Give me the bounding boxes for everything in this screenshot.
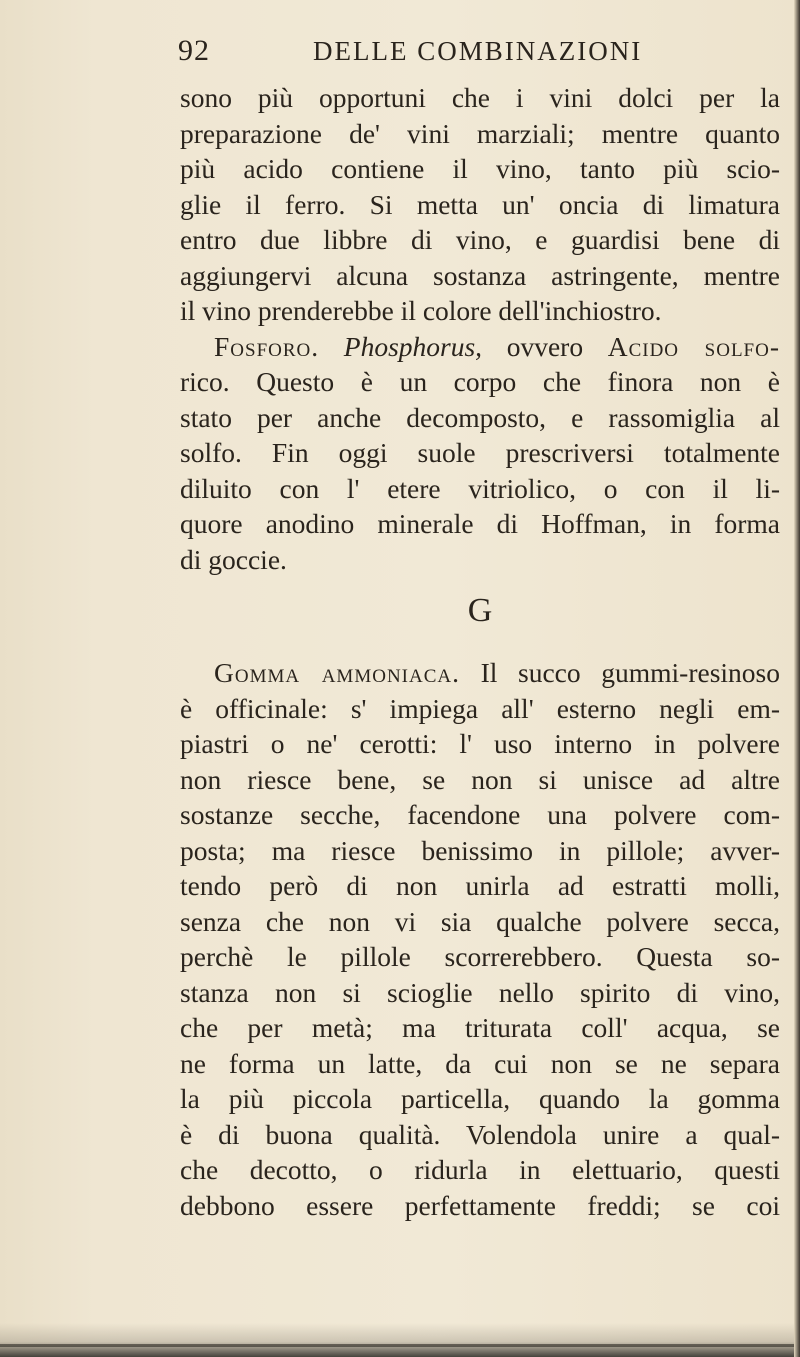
text-line: è officinale: s' impiega all' esterno negli em-: [180, 692, 780, 724]
page-bottom-shadow: [0, 1323, 800, 1357]
text-line: più acido contiene il vino, tanto più scio-: [180, 153, 780, 184]
text-line: che decotto, o ridurla in elettuario, questi: [180, 1154, 780, 1185]
text-line: piastri o ne' cerotti: l' uso interno in polvere: [180, 728, 780, 759]
ovvero-word: ovvero: [506, 330, 584, 362]
text-line: senza che non vi sia qualche polvere secca,: [180, 905, 780, 937]
text-line: che per metà; ma triturata coll' acqua, se: [180, 1012, 780, 1043]
text-line: perchè le pillole scorrerebbero. Questa so-: [180, 941, 780, 972]
text-line: quore anodino minerale di Hoffman, in forma: [180, 508, 780, 539]
text-line: ne forma un latte, da cui non se ne separa: [180, 1047, 780, 1079]
entry-gomma-first-text: Il succo gummi-resinoso: [480, 657, 780, 688]
text-line: di goccie.: [180, 543, 287, 575]
entry-gomma-heading-line: [180, 655, 780, 691]
text-line: glie il ferro. Si metta un' oncia di limatura: [180, 188, 780, 220]
text-line: stanza non si scioglie nello spirito di vino,: [180, 976, 780, 1008]
body-text: [180, 80, 780, 1223]
text-line: tendo però di non unirla ad estratti molli,: [180, 870, 780, 901]
text-line: stato per anche decomposto, e rassomiglia al: [180, 401, 780, 433]
text-line: rico. Questo è un corpo che finora non è: [180, 366, 780, 397]
page-header: [178, 34, 778, 74]
text-line: la più piccola particella, quando la gomma: [180, 1083, 780, 1114]
entry-term-fosforo: Fosforo.: [214, 330, 320, 362]
text-line: non riesce bene, se non si unisce ad altre: [180, 763, 780, 795]
text-line: posta; ma riesce benissimo in pillole; avver-: [180, 834, 780, 866]
text-line: diluito con l' etere vitriolico, o con il li-: [180, 472, 780, 504]
page-right-edge: [794, 0, 800, 1357]
acid-term: Acido solfo-: [607, 330, 780, 362]
text-line: è di buona qualità. Volendola unire a qual-: [180, 1118, 780, 1150]
text-line: il vino prenderebbe il colore dell'inchiostro.: [180, 295, 662, 326]
text-line: solfo. Fin oggi suole prescriversi totalmente: [180, 437, 780, 468]
running-head: DELLE COMBINAZIONI: [313, 36, 643, 66]
latin-term: Phosphorus,: [343, 330, 483, 362]
text-line: sono più opportuni che i vini dolci per la: [180, 82, 780, 113]
text-line: debbono essere perfettamente freddi; se coi: [180, 1189, 780, 1221]
section-letter: G: [467, 592, 493, 629]
page-number: 92: [178, 34, 210, 67]
text-line: aggiungervi alcuna sostanza astringente, mentre: [180, 259, 780, 291]
text-line: sostanze secche, facendone una polvere com-: [180, 799, 780, 830]
text-line: preparazione de' vini marziali; mentre quanto: [180, 117, 780, 149]
entry-fosforo-heading-line: [180, 329, 780, 365]
text-line: entro due libbre di vino, e guardisi bene di: [180, 224, 780, 255]
entry-term-gomma: Gomma ammoniaca.: [214, 657, 460, 688]
